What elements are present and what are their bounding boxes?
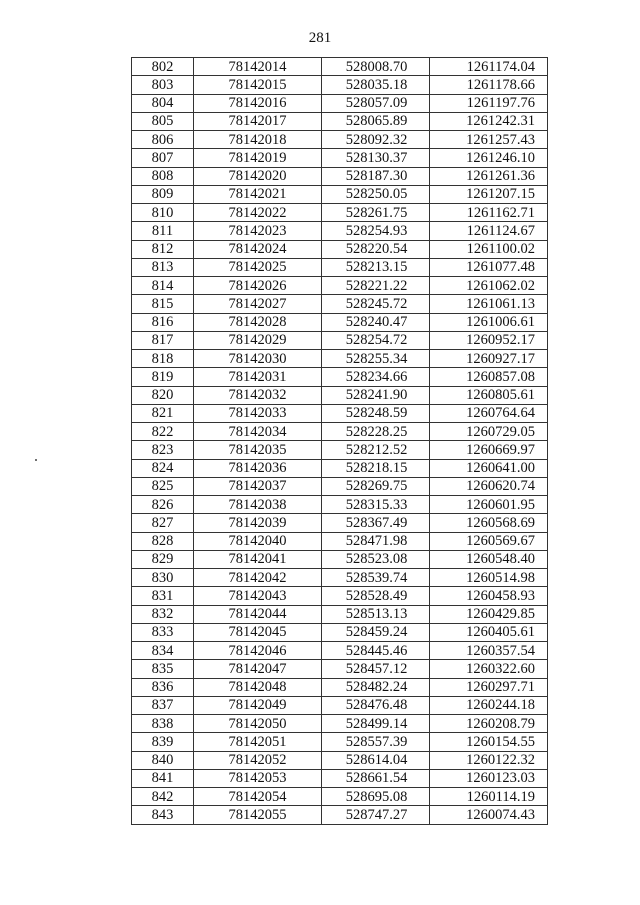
table-row <box>132 514 548 532</box>
point-number-cell: 813 <box>132 258 194 276</box>
table-row <box>132 441 548 459</box>
point-code-cell: 78142024 <box>194 240 322 258</box>
point-number-cell: 827 <box>132 514 194 532</box>
point-number-cell: 822 <box>132 423 194 441</box>
point-code-cell: 78142030 <box>194 350 322 368</box>
x-coordinate-cell: 528212.52 <box>322 441 430 459</box>
point-code-cell: 78142018 <box>194 131 322 149</box>
point-code-cell: 78142053 <box>194 769 322 787</box>
x-coordinate-cell: 528614.04 <box>322 751 430 769</box>
point-number-cell: 814 <box>132 277 194 295</box>
x-coordinate-cell: 528445.46 <box>322 642 430 660</box>
point-code-cell: 78142019 <box>194 149 322 167</box>
point-code-cell: 78142050 <box>194 715 322 733</box>
point-code-cell: 78142029 <box>194 331 322 349</box>
table-row <box>132 459 548 477</box>
y-coordinate-cell: 1260569.67 <box>430 532 548 550</box>
y-coordinate-cell: 1260952.17 <box>430 331 548 349</box>
table-row <box>132 769 548 787</box>
y-coordinate-cell: 1261100.02 <box>430 240 548 258</box>
y-coordinate-cell: 1260729.05 <box>430 423 548 441</box>
x-coordinate-cell: 528130.37 <box>322 149 430 167</box>
point-code-cell: 78142055 <box>194 806 322 824</box>
point-code-cell: 78142054 <box>194 788 322 806</box>
table-row <box>132 806 548 824</box>
point-code-cell: 78142025 <box>194 258 322 276</box>
point-code-cell: 78142022 <box>194 204 322 222</box>
point-code-cell: 78142028 <box>194 313 322 331</box>
table-row <box>132 404 548 422</box>
point-code-cell: 78142052 <box>194 751 322 769</box>
point-code-cell: 78142045 <box>194 623 322 641</box>
point-code-cell: 78142021 <box>194 185 322 203</box>
point-number-cell: 831 <box>132 587 194 605</box>
table-row <box>132 368 548 386</box>
table-row <box>132 222 548 240</box>
x-coordinate-cell: 528065.89 <box>322 112 430 130</box>
table-row <box>132 94 548 112</box>
table-row <box>132 167 548 185</box>
x-coordinate-cell: 528747.27 <box>322 806 430 824</box>
point-code-cell: 78142035 <box>194 441 322 459</box>
point-number-cell: 838 <box>132 715 194 733</box>
y-coordinate-cell: 1260458.93 <box>430 587 548 605</box>
point-number-cell: 824 <box>132 459 194 477</box>
x-coordinate-cell: 528248.59 <box>322 404 430 422</box>
x-coordinate-cell: 528261.75 <box>322 204 430 222</box>
point-number-cell: 804 <box>132 94 194 112</box>
y-coordinate-cell: 1260208.79 <box>430 715 548 733</box>
y-coordinate-cell: 1261246.10 <box>430 149 548 167</box>
point-number-cell: 807 <box>132 149 194 167</box>
table-row <box>132 386 548 404</box>
x-coordinate-cell: 528250.05 <box>322 185 430 203</box>
x-coordinate-cell: 528213.15 <box>322 258 430 276</box>
table-row <box>132 788 548 806</box>
x-coordinate-cell: 528482.24 <box>322 678 430 696</box>
table-row <box>132 605 548 623</box>
x-coordinate-cell: 528269.75 <box>322 477 430 495</box>
y-coordinate-cell: 1260357.54 <box>430 642 548 660</box>
point-number-cell: 802 <box>132 58 194 76</box>
y-coordinate-cell: 1260429.85 <box>430 605 548 623</box>
point-number-cell: 826 <box>132 496 194 514</box>
table-row <box>132 76 548 94</box>
y-coordinate-cell: 1260641.00 <box>430 459 548 477</box>
point-code-cell: 78142027 <box>194 295 322 313</box>
point-number-cell: 841 <box>132 769 194 787</box>
x-coordinate-cell: 528057.09 <box>322 94 430 112</box>
x-coordinate-cell: 528092.32 <box>322 131 430 149</box>
point-code-cell: 78142051 <box>194 733 322 751</box>
point-code-cell: 78142039 <box>194 514 322 532</box>
table-row <box>132 277 548 295</box>
y-coordinate-cell: 1260322.60 <box>430 660 548 678</box>
x-coordinate-cell: 528218.15 <box>322 459 430 477</box>
point-code-cell: 78142020 <box>194 167 322 185</box>
y-coordinate-cell: 1260244.18 <box>430 696 548 714</box>
y-coordinate-cell: 1261174.04 <box>430 58 548 76</box>
point-number-cell: 820 <box>132 386 194 404</box>
table-row <box>132 496 548 514</box>
point-code-cell: 78142016 <box>194 94 322 112</box>
point-code-cell: 78142040 <box>194 532 322 550</box>
point-code-cell: 78142026 <box>194 277 322 295</box>
point-code-cell: 78142047 <box>194 660 322 678</box>
y-coordinate-cell: 1260122.32 <box>430 751 548 769</box>
y-coordinate-cell: 1260154.55 <box>430 733 548 751</box>
point-number-cell: 835 <box>132 660 194 678</box>
stray-dot-mark <box>35 459 37 461</box>
x-coordinate-cell: 528221.22 <box>322 277 430 295</box>
x-coordinate-cell: 528315.33 <box>322 496 430 514</box>
point-number-cell: 833 <box>132 623 194 641</box>
point-code-cell: 78142041 <box>194 550 322 568</box>
point-number-cell: 806 <box>132 131 194 149</box>
y-coordinate-cell: 1260764.64 <box>430 404 548 422</box>
point-code-cell: 78142048 <box>194 678 322 696</box>
y-coordinate-cell: 1260297.71 <box>430 678 548 696</box>
x-coordinate-cell: 528035.18 <box>322 76 430 94</box>
table-row <box>132 149 548 167</box>
x-coordinate-cell: 528234.66 <box>322 368 430 386</box>
point-code-cell: 78142044 <box>194 605 322 623</box>
point-code-cell: 78142038 <box>194 496 322 514</box>
table-row <box>132 623 548 641</box>
x-coordinate-cell: 528457.12 <box>322 660 430 678</box>
y-coordinate-cell: 1260669.97 <box>430 441 548 459</box>
y-coordinate-cell: 1261006.61 <box>430 313 548 331</box>
coordinates-table-body <box>132 58 548 825</box>
point-number-cell: 809 <box>132 185 194 203</box>
x-coordinate-cell: 528499.14 <box>322 715 430 733</box>
point-number-cell: 834 <box>132 642 194 660</box>
table-row <box>132 532 548 550</box>
x-coordinate-cell: 528254.72 <box>322 331 430 349</box>
y-coordinate-cell: 1260405.61 <box>430 623 548 641</box>
y-coordinate-cell: 1261178.66 <box>430 76 548 94</box>
y-coordinate-cell: 1260514.98 <box>430 569 548 587</box>
point-code-cell: 78142042 <box>194 569 322 587</box>
point-number-cell: 810 <box>132 204 194 222</box>
point-number-cell: 842 <box>132 788 194 806</box>
x-coordinate-cell: 528187.30 <box>322 167 430 185</box>
point-code-cell: 78142034 <box>194 423 322 441</box>
x-coordinate-cell: 528241.90 <box>322 386 430 404</box>
y-coordinate-cell: 1260620.74 <box>430 477 548 495</box>
coordinates-table <box>131 57 548 825</box>
point-code-cell: 78142037 <box>194 477 322 495</box>
x-coordinate-cell: 528539.74 <box>322 569 430 587</box>
point-number-cell: 843 <box>132 806 194 824</box>
x-coordinate-cell: 528661.54 <box>322 769 430 787</box>
point-number-cell: 819 <box>132 368 194 386</box>
table-row <box>132 131 548 149</box>
table-row <box>132 569 548 587</box>
point-code-cell: 78142031 <box>194 368 322 386</box>
x-coordinate-cell: 528367.49 <box>322 514 430 532</box>
table-row <box>132 696 548 714</box>
y-coordinate-cell: 1260114.19 <box>430 788 548 806</box>
y-coordinate-cell: 1260568.69 <box>430 514 548 532</box>
y-coordinate-cell: 1260074.43 <box>430 806 548 824</box>
x-coordinate-cell: 528459.24 <box>322 623 430 641</box>
point-number-cell: 830 <box>132 569 194 587</box>
table-row <box>132 477 548 495</box>
point-number-cell: 825 <box>132 477 194 495</box>
point-code-cell: 78142046 <box>194 642 322 660</box>
y-coordinate-cell: 1260123.03 <box>430 769 548 787</box>
table-row <box>132 258 548 276</box>
table-row <box>132 587 548 605</box>
x-coordinate-cell: 528528.49 <box>322 587 430 605</box>
point-number-cell: 816 <box>132 313 194 331</box>
table-row <box>132 240 548 258</box>
x-coordinate-cell: 528523.08 <box>322 550 430 568</box>
x-coordinate-cell: 528008.70 <box>322 58 430 76</box>
point-number-cell: 823 <box>132 441 194 459</box>
point-code-cell: 78142032 <box>194 386 322 404</box>
point-number-cell: 837 <box>132 696 194 714</box>
x-coordinate-cell: 528695.08 <box>322 788 430 806</box>
y-coordinate-cell: 1260857.08 <box>430 368 548 386</box>
point-number-cell: 803 <box>132 76 194 94</box>
y-coordinate-cell: 1261061.13 <box>430 295 548 313</box>
x-coordinate-cell: 528220.54 <box>322 240 430 258</box>
point-number-cell: 832 <box>132 605 194 623</box>
x-coordinate-cell: 528476.48 <box>322 696 430 714</box>
table-row <box>132 715 548 733</box>
point-number-cell: 821 <box>132 404 194 422</box>
table-row <box>132 185 548 203</box>
x-coordinate-cell: 528255.34 <box>322 350 430 368</box>
table-row <box>132 112 548 130</box>
table-row <box>132 642 548 660</box>
table-row <box>132 331 548 349</box>
y-coordinate-cell: 1260548.40 <box>430 550 548 568</box>
y-coordinate-cell: 1260927.17 <box>430 350 548 368</box>
y-coordinate-cell: 1260601.95 <box>430 496 548 514</box>
point-code-cell: 78142017 <box>194 112 322 130</box>
y-coordinate-cell: 1261197.76 <box>430 94 548 112</box>
table-row <box>132 550 548 568</box>
point-number-cell: 839 <box>132 733 194 751</box>
y-coordinate-cell: 1261242.31 <box>430 112 548 130</box>
x-coordinate-cell: 528557.39 <box>322 733 430 751</box>
y-coordinate-cell: 1261162.71 <box>430 204 548 222</box>
point-code-cell: 78142015 <box>194 76 322 94</box>
table-row <box>132 660 548 678</box>
x-coordinate-cell: 528513.13 <box>322 605 430 623</box>
point-number-cell: 812 <box>132 240 194 258</box>
y-coordinate-cell: 1261062.02 <box>430 277 548 295</box>
point-code-cell: 78142043 <box>194 587 322 605</box>
x-coordinate-cell: 528245.72 <box>322 295 430 313</box>
table-row <box>132 751 548 769</box>
table-row <box>132 678 548 696</box>
point-number-cell: 836 <box>132 678 194 696</box>
y-coordinate-cell: 1260805.61 <box>430 386 548 404</box>
x-coordinate-cell: 528471.98 <box>322 532 430 550</box>
point-number-cell: 840 <box>132 751 194 769</box>
point-number-cell: 818 <box>132 350 194 368</box>
x-coordinate-cell: 528254.93 <box>322 222 430 240</box>
point-number-cell: 815 <box>132 295 194 313</box>
y-coordinate-cell: 1261207.15 <box>430 185 548 203</box>
point-code-cell: 78142049 <box>194 696 322 714</box>
table-row <box>132 423 548 441</box>
x-coordinate-cell: 528228.25 <box>322 423 430 441</box>
table-row <box>132 58 548 76</box>
y-coordinate-cell: 1261261.36 <box>430 167 548 185</box>
table-row <box>132 350 548 368</box>
point-number-cell: 811 <box>132 222 194 240</box>
point-number-cell: 817 <box>132 331 194 349</box>
point-code-cell: 78142036 <box>194 459 322 477</box>
table-row <box>132 204 548 222</box>
x-coordinate-cell: 528240.47 <box>322 313 430 331</box>
point-number-cell: 828 <box>132 532 194 550</box>
point-code-cell: 78142023 <box>194 222 322 240</box>
page-number: 281 <box>308 30 332 46</box>
point-number-cell: 805 <box>132 112 194 130</box>
y-coordinate-cell: 1261124.67 <box>430 222 548 240</box>
point-number-cell: 829 <box>132 550 194 568</box>
table-row <box>132 733 548 751</box>
point-code-cell: 78142014 <box>194 58 322 76</box>
table-row <box>132 313 548 331</box>
table-row <box>132 295 548 313</box>
point-number-cell: 808 <box>132 167 194 185</box>
y-coordinate-cell: 1261257.43 <box>430 131 548 149</box>
y-coordinate-cell: 1261077.48 <box>430 258 548 276</box>
point-code-cell: 78142033 <box>194 404 322 422</box>
